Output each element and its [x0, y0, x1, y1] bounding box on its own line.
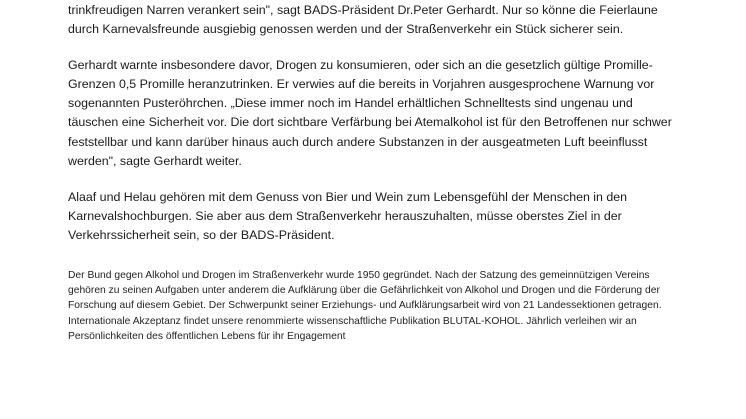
footer-note-text: Der Bund gegen Alkohol und Drogen im Straßenverkehr wurde 1950 gegründet. Nach der Satzung des gemeinnützigen Vereins gehören zu seinen Aufgaben unter anderem die Aufklärung über die Gefährlichkeit von Alkohol und Drogen und die Förderung der Forschung auf diesem Gebiet. Der Schwerpunkt seiner Erziehungs- und Aufklärungsarbeit wird von 21 Landessektionen getragen. Internationale Akzeptanz findet unsere renommierte wissenschaftliche Publikation BLUTAL-KOHOL. Jährlich verleihen wir an Persönlichkeiten des öffentlichen Lebens für ihr Engagement — [68, 270, 662, 342]
paragraph-2: Gerhardt warnte insbesondere davor, Drogen zu konsumieren, oder sich an die gesetzlich gültige Promille-Grenzen 0,5 Promille heranzutrinken. Er verwies auf die bereits in Vorjahren ausgesprochene Warnung vor sogenannten Pusteröhrchen. „Diese immer noch im Handel erhältlichen Schnelltests sind ungenau und täuschen eine Sicherheit vor. Die dort sichtbare Verfärbung bei Atemalkohol ist für den Betroffenen nur schwer feststellbar und kann darüber hinaus auch durch andere Substanzen in der ausgeatmeten Luft beeinflusst werden", sagte Gerhardt weiter. — [68, 58, 672, 168]
footer-note-block — [68, 268, 678, 344]
paragraph-1: trinkfreudigen Narren verankert sein", sagt BADS-Präsident Dr.Peter Gerhardt. Nur so könne die Feierlaune durch Karnevalsfreunde ausgiebig genossen werden und der Straßenverkehr ein Stück sicherer sein. — [68, 3, 658, 37]
paragraph-3: Alaaf und Helau gehören mit dem Genuss von Bier und Wein zum Lebensgefühl der Menschen in den Karnevalshochburgen. Sie aber aus dem Straßenverkehr herauszuhalten, müsse oberstes Ziel in der Verkehrssicherheit sein, so der BADS-Präsident. — [68, 189, 628, 242]
